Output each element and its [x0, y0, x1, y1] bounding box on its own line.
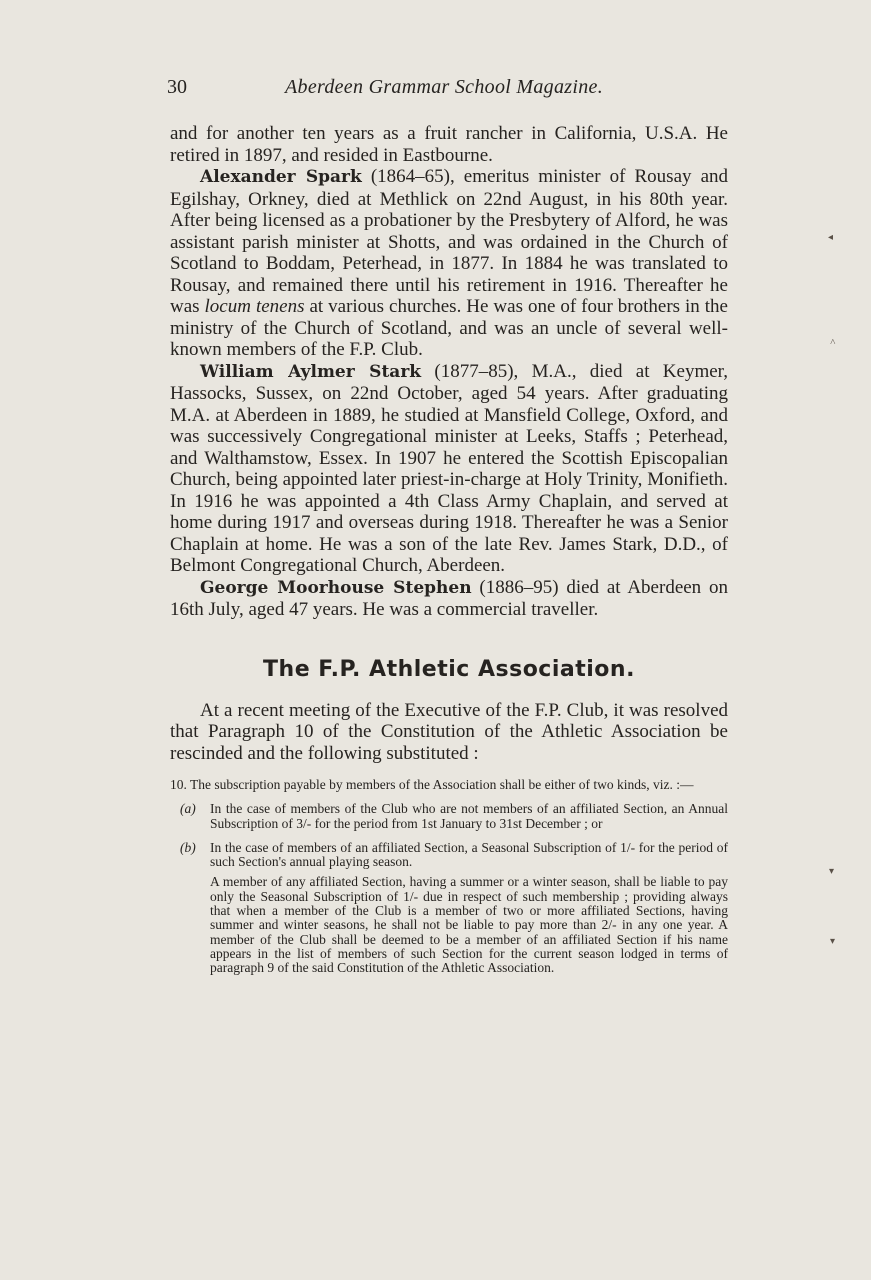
- clause-a-label: (a): [180, 801, 196, 817]
- clause-10: 10. The subscription payable by members of the Association shall be either of two kinds, viz. :—: [170, 777, 694, 792]
- clause-b-text: In the case of members of an affiliated Section, a Seasonal Subscription of 1/- for the period of such Section's annual playing season.: [210, 839, 728, 870]
- margin-mark: ˄: [830, 337, 836, 348]
- page-number: 30: [167, 76, 187, 98]
- continued-paragraph: and for another ten years as a fruit rancher in California, U.S.A. He retired in 1897, and resided in Eastbourne.: [170, 123, 728, 166]
- clause-a: [170, 802, 728, 831]
- running-title: Aberdeen Grammar School Magazine.: [285, 76, 603, 98]
- obituary-stephen: [170, 577, 728, 621]
- obituary-text: (1864–65), emeritus minister of Rousay and Egilshay, Orkney, died at Methlick on 22nd August, in his 80th year. After being licensed as a probationer by the Presbytery of Alford, he was assistant parish minister at Shotts, and was ordained in the Church of Scotland to Boddam, Peterhead, in 1877. In 1884 he was translated to Rousay, and remained there until his retirement in 1916. Thereafter he was: [170, 166, 729, 317]
- section-heading: The F.P. Athletic Association.: [263, 656, 635, 682]
- person-name: George Moorhouse Stephen: [200, 577, 472, 598]
- margin-mark: ▾: [830, 936, 836, 947]
- page-header: [167, 76, 727, 104]
- clause-b-continuation: A member of any affiliated Section, having a summer or a winter season, shall be liable to pay only the Seasonal Subscription of 1/- due in respect of such membership ; providing always that when a member of the Club is a member of two or more affiliated Sections, having summer and winter seasons, he shall not be liable to pay more than 2/- in any one year. A member of the Club shall be deemed to be a member of an affiliated Section if his name appears in the list of members of such Section for the current season lodged in terms of paragraph 9 of the said Constitution of the Athletic Association.: [210, 874, 728, 976]
- person-name: Alexander Spark: [200, 167, 362, 187]
- obituary-text: (1877–85), M.A., died at Keymer, Hassocks, Sussex, on 22nd October, aged 54 years. After graduating M.A. at Aberdeen in 1889, he studied at Mansfield College, Oxford, and was successively Congregational minister at Leeks, Staffs ; Peterhead, and Walthamstow, Essex. In 1907 he entered the Scottish Episcopalian Church, being appointed later priest-in-charge at Holy Trinity, Monifieth. In 1916 he was appointed a 4th Class Army Chaplain, and served at home during 1917 and overseas during 1918. Thereafter he was a Senior Chaplain at home. He was a son of the late Rev. James Stark, D.D., of Belmont Congregational Church, Aberdeen.: [170, 360, 728, 576]
- clause-b: [170, 841, 728, 870]
- margin-mark: ▾: [829, 866, 835, 877]
- obituary-stark: [170, 361, 728, 577]
- clause-a-text: In the case of members of the Club who are not members of an affiliated Section, an Annual Subscription of 3/- for the period from 1st January to 31st December ; or: [210, 801, 728, 831]
- italic-term: locum tenens: [204, 296, 305, 317]
- clause-b-label: (b): [180, 839, 196, 855]
- text-column: [170, 123, 728, 976]
- obituary-text-cont: at various churches. He was one of four brothers in the ministry of the Church of Scotland, and was an uncle of several well-known members of the F.P. Club.: [170, 296, 728, 360]
- obituary-spark: [170, 166, 728, 361]
- obituary-text: (1886–95) died at Aberdeen on 16th July, aged 47 years. He was a commercial traveller.: [170, 576, 728, 620]
- margin-mark: ◂: [828, 232, 834, 243]
- person-name: William Aylmer Stark: [200, 361, 422, 382]
- section-intro: At a recent meeting of the Executive of the F.P. Club, it was resolved that Paragraph 10 of the Constitution of the Athletic Association be rescinded and the following substituted :: [170, 699, 728, 764]
